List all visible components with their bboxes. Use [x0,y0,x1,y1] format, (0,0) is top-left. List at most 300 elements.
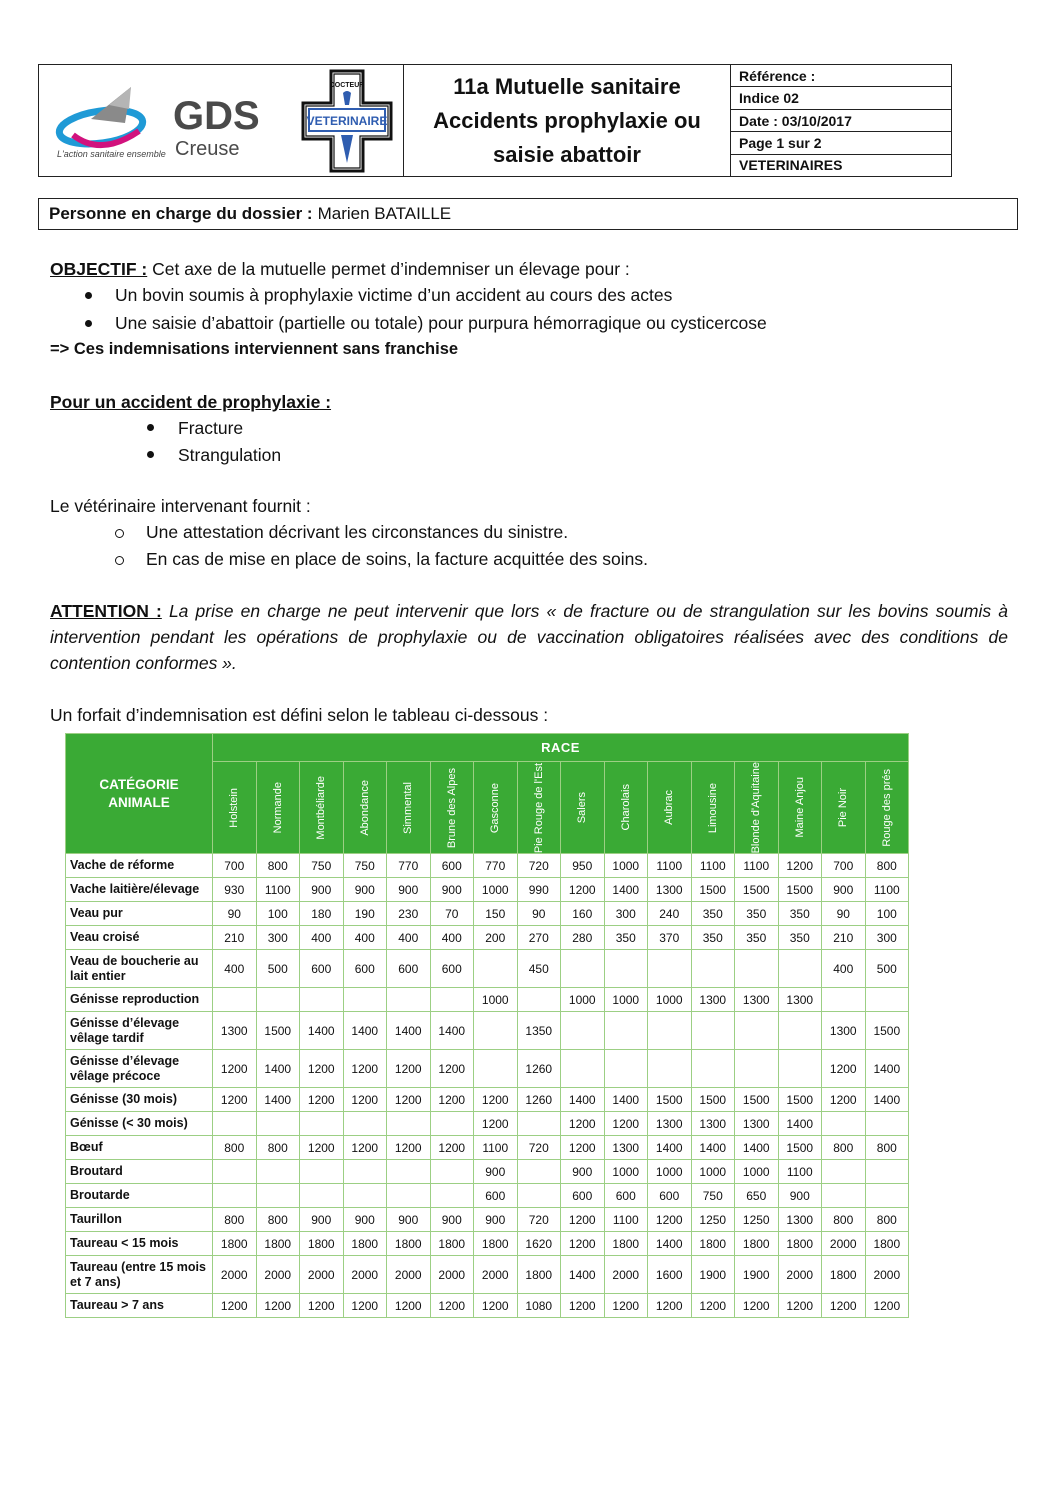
accident-heading: Pour un accident de prophylaxie : [50,392,332,412]
row-label: Bœuf [66,1136,213,1160]
indemnity-table [65,733,909,1318]
table-row [66,1232,909,1256]
table-cell [213,988,257,1012]
table-cell [300,1160,344,1184]
table-cell [474,950,518,988]
breed-header: Maine Anjou [778,762,822,854]
table-cell: 1200 [474,1088,518,1112]
objectif-item-1: Un bovin soumis à prophylaxie victime d’un accident au cours des actes [115,285,673,305]
table-cell [256,988,300,1012]
table-row [66,1294,909,1318]
table-cell: 1200 [822,1294,866,1318]
table-cell: 900 [300,878,344,902]
breed-header: Holstein [213,762,257,854]
table-cell: 1200 [561,1232,605,1256]
table-cell: 1350 [517,1012,561,1050]
vet-item-2: En cas de mise en place de soins, la facture acquittée des soins. [146,549,648,569]
table-cell: 1900 [735,1256,779,1294]
table-cell: 90 [213,902,257,926]
table-cell: 1400 [387,1012,431,1050]
table-cell: 1500 [256,1012,300,1050]
table-row [66,988,909,1012]
title-line-1: 11a Mutuelle sanitaire [453,73,681,99]
table-row [66,1208,909,1232]
table-cell: 370 [648,926,692,950]
vet-intro: Le vétérinaire intervenant fournit : [50,496,311,516]
table-cell: 1100 [604,1208,648,1232]
table-cell: 800 [213,1136,257,1160]
breed-header: Simmental [387,762,431,854]
svg-text:VETERINAIRE: VETERINAIRE [306,114,388,128]
table-cell: 800 [822,1208,866,1232]
table-cell: 1200 [561,1112,605,1136]
table-cell: 1200 [300,1136,344,1160]
table-cell [561,1012,605,1050]
table-cell: 1800 [604,1232,648,1256]
table-cell [300,988,344,1012]
table-cell: 1200 [430,1294,474,1318]
row-label: Génisse d’élevage vêlage précoce [66,1050,213,1088]
table-row [66,926,909,950]
table-row [66,1184,909,1208]
table-cell: 1200 [865,1294,909,1318]
table-row [66,1112,909,1136]
table-cell: 600 [604,1184,648,1208]
table-cell: 1200 [343,1088,387,1112]
table-cell [691,1012,735,1050]
table-cell: 1100 [865,878,909,902]
table-cell [648,1012,692,1050]
table-cell [213,1160,257,1184]
table-cell: 2000 [778,1256,822,1294]
table-cell [213,1112,257,1136]
row-label: Broutarde [66,1184,213,1208]
table-cell: 160 [561,902,605,926]
table-cell: 1200 [561,1136,605,1160]
table-cell [735,1050,779,1088]
table-cell: 930 [213,878,257,902]
row-label: Veau croisé [66,926,213,950]
table-body [66,854,909,1318]
table-cell: 1000 [604,854,648,878]
table-cell [691,1050,735,1088]
forfait-intro: Un forfait d’indemnisation est défini selon le tableau ci-dessous : [50,705,549,725]
table-cell [561,1050,605,1088]
breed-header: Montbéliarde [300,762,344,854]
table-cell [387,1112,431,1136]
table-cell [430,1112,474,1136]
table-cell [865,1112,909,1136]
svg-text:GDS: GDS [173,94,260,138]
table-cell: 750 [300,854,344,878]
table-cell: 1900 [691,1256,735,1294]
table-cell: 1800 [865,1232,909,1256]
table-cell: 1000 [561,988,605,1012]
table-cell: 1200 [778,1294,822,1318]
table-cell: 210 [822,926,866,950]
table-cell [822,988,866,1012]
table-cell: 70 [430,902,474,926]
document-header [38,64,952,177]
table-cell: 1100 [735,854,779,878]
table-cell: 1000 [604,988,648,1012]
table-cell [561,950,605,988]
table-cell: 600 [343,950,387,988]
table-cell [865,1184,909,1208]
table-cell: 1500 [778,878,822,902]
table-cell: 1400 [300,1012,344,1050]
table-cell: 1200 [387,1050,431,1088]
table-cell: 350 [691,902,735,926]
table-cell: 1300 [778,1208,822,1232]
table-cell: 350 [778,902,822,926]
table-cell: 1000 [604,1160,648,1184]
table-cell: 1200 [343,1294,387,1318]
table-cell: 1400 [865,1088,909,1112]
table-cell: 1400 [691,1136,735,1160]
table-cell: 1100 [474,1136,518,1160]
table-cell: 800 [865,1136,909,1160]
table-cell [256,1184,300,1208]
table-cell: 1800 [822,1256,866,1294]
bullet-icon [85,292,92,299]
title-line-2: Accidents prophylaxie ou [433,107,701,133]
table-cell: 1400 [778,1112,822,1136]
table-cell [343,988,387,1012]
table-cell: 1250 [691,1208,735,1232]
table-cell: 1200 [822,1088,866,1112]
table-cell: 1300 [691,988,735,1012]
table-cell [691,950,735,988]
row-label: Génisse reproduction [66,988,213,1012]
table-cell [343,1184,387,1208]
table-cell: 800 [865,1208,909,1232]
row-label: Vache de réforme [66,854,213,878]
table-cell: 1200 [387,1088,431,1112]
table-cell: 1400 [648,1136,692,1160]
bullet-icon [147,424,154,431]
table-cell: 1400 [648,1232,692,1256]
table-cell: 1400 [256,1088,300,1112]
meta-indice: Indice 02 [731,87,951,109]
table-cell: 600 [430,854,474,878]
table-cell: 600 [387,950,431,988]
table-cell: 1200 [256,1294,300,1318]
table-cell: 1000 [648,988,692,1012]
table-cell: 1400 [343,1012,387,1050]
table-cell: 2000 [865,1256,909,1294]
table-cell: 270 [517,926,561,950]
table-cell: 1260 [517,1050,561,1088]
breed-header: Salers [561,762,605,854]
table-cell: 1200 [430,1088,474,1112]
table-cell: 900 [430,1208,474,1232]
table-cell: 400 [430,926,474,950]
table-cell: 1000 [474,878,518,902]
table-cell: 350 [735,926,779,950]
table-cell: 900 [822,878,866,902]
table-cell: 1300 [778,988,822,1012]
table-cell: 1200 [343,1050,387,1088]
table-cell: 900 [343,1208,387,1232]
table-cell: 1200 [213,1088,257,1112]
table-cell: 1200 [213,1294,257,1318]
table-row [66,1050,909,1088]
table-cell: 1200 [561,878,605,902]
table-cell: 1400 [865,1050,909,1088]
table-cell: 280 [561,926,605,950]
table-cell: 1200 [300,1294,344,1318]
table-row [66,878,909,902]
breed-header: Pie Rouge de l'Est [517,762,561,854]
table-cell: 900 [474,1160,518,1184]
table-cell [865,1160,909,1184]
table-cell: 1500 [778,1136,822,1160]
table-cell: 1200 [691,1294,735,1318]
table-cell: 2000 [213,1256,257,1294]
table-cell: 1300 [213,1012,257,1050]
table-cell [387,1184,431,1208]
table-cell: 1200 [387,1136,431,1160]
table-cell: 230 [387,902,431,926]
table-cell: 1400 [256,1050,300,1088]
table-cell: 720 [517,1208,561,1232]
table-cell: 350 [778,926,822,950]
table-cell: 750 [343,854,387,878]
table-cell: 2000 [343,1256,387,1294]
meta-reference: Référence : [731,65,951,87]
accident-item-fracture: Fracture [178,418,244,438]
table-cell [822,1160,866,1184]
table-cell: 1100 [778,1160,822,1184]
breed-header: Abondance [343,762,387,854]
breed-header: Rouge des prés [865,762,909,854]
row-label: Taureau < 15 mois [66,1232,213,1256]
table-row [66,1160,909,1184]
table-cell: 900 [387,878,431,902]
table-cell: 1200 [387,1294,431,1318]
table-cell: 1200 [778,854,822,878]
person-name: Marien BATAILLE [317,204,452,223]
table-cell [735,1012,779,1050]
table-cell: 1800 [517,1256,561,1294]
table-cell [517,1184,561,1208]
category-header: CATÉGORIE ANIMALE [66,734,213,854]
table-cell [343,1160,387,1184]
table-cell: 2000 [474,1256,518,1294]
table-row [66,950,909,988]
table-cell: 350 [604,926,648,950]
table-cell: 1200 [474,1112,518,1136]
table-cell [387,1160,431,1184]
breed-header: Blonde d'Aquitaine [735,762,779,854]
table-cell: 720 [517,1136,561,1160]
table-cell: 210 [213,926,257,950]
table-row [66,1256,909,1294]
table-cell: 1800 [387,1232,431,1256]
table-cell: 1100 [256,878,300,902]
table-cell: 900 [300,1208,344,1232]
table-cell: 900 [387,1208,431,1232]
table-row [66,902,909,926]
race-header: RACE [213,734,909,762]
table-cell: 1500 [735,1088,779,1112]
table-cell [213,1184,257,1208]
table-cell: 2000 [387,1256,431,1294]
table-cell: 2000 [822,1232,866,1256]
table-cell: 1600 [648,1256,692,1294]
table-cell: 1000 [648,1160,692,1184]
table-cell: 1800 [735,1232,779,1256]
table-cell: 1200 [430,1136,474,1160]
table-cell [300,1184,344,1208]
table-cell: 2000 [256,1256,300,1294]
row-label: Génisse (30 mois) [66,1088,213,1112]
table-cell: 190 [343,902,387,926]
vet-item-1: Une attestation décrivant les circonstances du sinistre. [146,522,569,542]
breed-header: Limousine [691,762,735,854]
table-cell: 1200 [604,1294,648,1318]
table-cell: 350 [735,902,779,926]
table-cell: 700 [822,854,866,878]
table-cell: 1100 [648,854,692,878]
table-cell: 400 [300,926,344,950]
table-cell: 800 [256,1136,300,1160]
table-cell: 90 [517,902,561,926]
row-label: Génisse (< 30 mois) [66,1112,213,1136]
table-cell: 300 [256,926,300,950]
table-cell: 1500 [691,878,735,902]
table-cell [648,950,692,988]
row-label: Taureau > 7 ans [66,1294,213,1318]
table-cell: 1200 [648,1208,692,1232]
table-cell: 950 [561,854,605,878]
title-line-3: saisie abattoir [493,141,641,167]
table-cell: 1300 [735,988,779,1012]
table-cell: 400 [343,926,387,950]
table-cell: 1400 [561,1256,605,1294]
accident-item-strangulation: Strangulation [178,445,282,465]
objectif-text: Cet axe de la mutuelle permet d’indemniser un élevage pour : [152,259,630,279]
table-row [66,1012,909,1050]
objectif-item-2: Une saisie d’abattoir (partielle ou totale) pour purpura hémorragique ou cysticercose [115,313,767,333]
svg-text:DOCTEUR: DOCTEUR [329,82,365,89]
table-cell: 1500 [691,1088,735,1112]
table-cell: 990 [517,878,561,902]
bullet-icon [85,320,92,327]
table-cell: 1000 [735,1160,779,1184]
svg-text:L'action sanitaire ensemble: L'action sanitaire ensemble [57,149,166,159]
row-label: Veau de boucherie au lait entier [66,950,213,988]
table-cell: 100 [256,902,300,926]
table-cell: 600 [430,950,474,988]
table-cell: 180 [300,902,344,926]
table-cell [648,1050,692,1088]
person-in-charge [38,198,1018,230]
table-cell: 150 [474,902,518,926]
table-cell: 600 [561,1184,605,1208]
table-cell: 1000 [474,988,518,1012]
circle-bullet-icon [115,529,124,538]
table-cell: 1200 [343,1136,387,1160]
table-cell: 1800 [691,1232,735,1256]
meta-date: Date : 03/10/2017 [731,110,951,132]
table-cell: 1500 [778,1088,822,1112]
table-cell: 1300 [648,878,692,902]
table-cell [778,1012,822,1050]
table-cell: 1800 [474,1232,518,1256]
svg-text:Creuse: Creuse [175,138,240,160]
table-cell: 1400 [430,1012,474,1050]
table-cell [430,988,474,1012]
table-cell: 1400 [604,878,648,902]
table-cell: 1000 [691,1160,735,1184]
table-cell: 1200 [474,1294,518,1318]
table-cell [865,988,909,1012]
breed-header: Gasconne [474,762,518,854]
table-cell: 1300 [735,1112,779,1136]
breed-header: Normande [256,762,300,854]
table-cell: 400 [387,926,431,950]
gds-creuse-logo [51,79,281,169]
row-label: Vache laitière/élevage [66,878,213,902]
table-cell: 1800 [213,1232,257,1256]
table-cell: 1400 [561,1088,605,1112]
table-cell [517,988,561,1012]
table-cell: 1200 [561,1294,605,1318]
table-cell: 500 [256,950,300,988]
row-label: Génisse d’élevage vêlage tardif [66,1012,213,1050]
table-cell: 300 [865,926,909,950]
table-cell [430,1160,474,1184]
table-cell [822,1184,866,1208]
table-cell: 600 [300,950,344,988]
breed-header: Aubrac [648,762,692,854]
breed-header: Brune des Alpes [430,762,474,854]
table-cell: 1100 [691,854,735,878]
table-cell: 1500 [735,878,779,902]
table-cell [517,1160,561,1184]
table-cell: 900 [430,878,474,902]
table-cell: 240 [648,902,692,926]
bullet-icon [147,451,154,458]
table-cell: 100 [865,902,909,926]
logos-area [39,65,404,176]
objectif-line [50,259,630,280]
table-cell: 350 [691,926,735,950]
breed-header: Pie Noir [822,762,866,854]
table-cell: 1250 [735,1208,779,1232]
row-label: Veau pur [66,902,213,926]
table-cell [778,1050,822,1088]
table-cell: 1200 [648,1294,692,1318]
objectif-label: OBJECTIF : [50,259,148,279]
table-cell: 900 [561,1160,605,1184]
table-cell: 1620 [517,1232,561,1256]
table-cell: 770 [387,854,431,878]
table-cell [256,1112,300,1136]
row-label: Broutard [66,1160,213,1184]
table-cell [474,1012,518,1050]
table-cell: 400 [213,950,257,988]
table-cell: 1800 [256,1232,300,1256]
table-cell: 1300 [691,1112,735,1136]
table-cell: 800 [256,854,300,878]
table-cell: 1800 [430,1232,474,1256]
document-meta [731,65,951,176]
table-cell: 700 [213,854,257,878]
table-cell: 450 [517,950,561,988]
